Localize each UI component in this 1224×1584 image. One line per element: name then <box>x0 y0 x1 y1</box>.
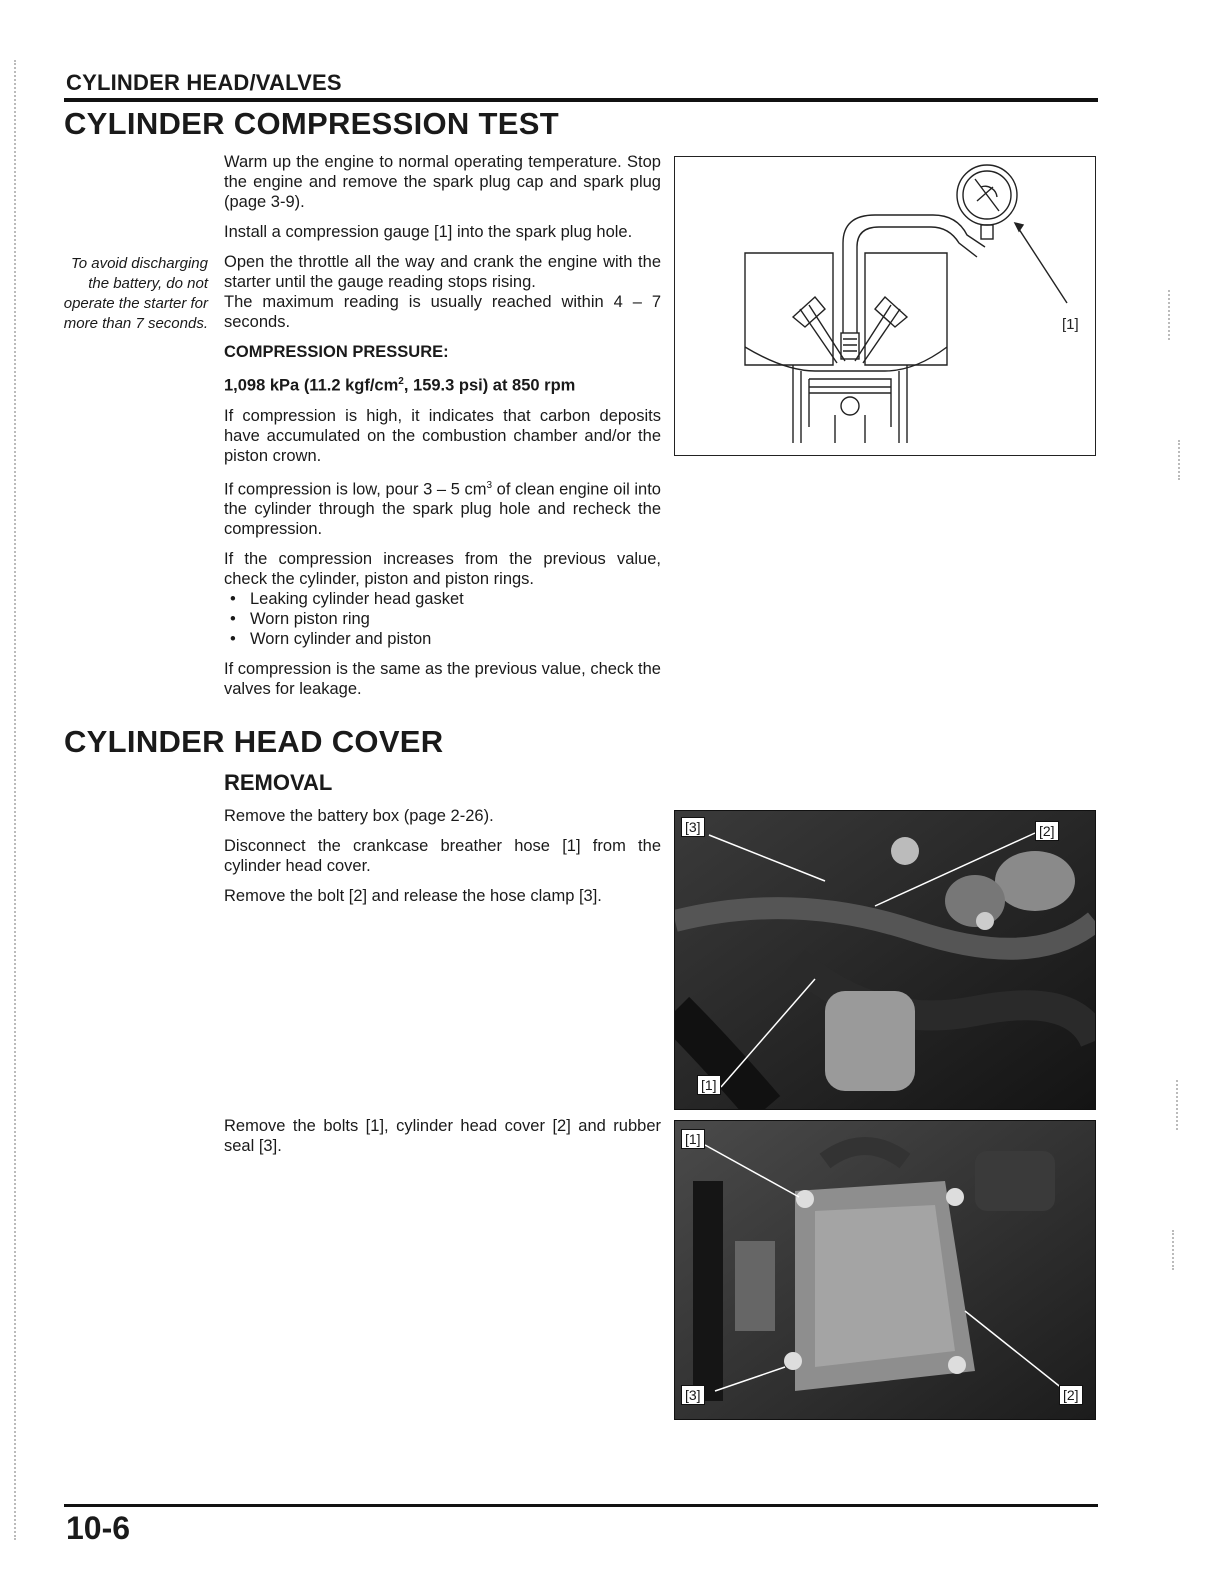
spec-heading: COMPRESSION PRESSURE: <box>224 343 449 361</box>
step-remove-battery-box: Remove the battery box (page 2-26). <box>224 807 494 825</box>
para-install-gauge: Install a compression gauge [1] into the spark plug hole. <box>224 223 633 241</box>
photo-breather-hose <box>674 810 1096 1110</box>
para-same: If compression is the same as the previous value, check the valves for leakage. <box>224 660 661 698</box>
section-title-compression: CYLINDER COMPRESSION TEST <box>64 106 559 141</box>
photo1-tag-3: [3] <box>681 817 705 837</box>
list-item: • Worn piston ring <box>224 609 661 629</box>
photo2-tag-2: [2] <box>1059 1385 1083 1405</box>
spec-value: 1,098 kPa (11.2 kgf/$cm^2$, 159.3 psi) at 850 rpm <box>224 376 576 395</box>
photo-head-cover <box>674 1120 1096 1420</box>
photo2-tag-3: [3] <box>681 1385 705 1405</box>
section-title-head-cover: CYLINDER HEAD COVER <box>64 724 444 759</box>
para-warm-up: Warm up the engine to normal operating temperature. Stop the engine and remove the spark plug cap and spark plug (page 3-9). <box>224 153 661 211</box>
list-item: • Leaking cylinder head gasket <box>224 589 661 609</box>
para-increase: If the compression increases from the previous value, check the cylinder, piston and piston rings. <box>224 550 661 588</box>
header-rule <box>64 98 1098 102</box>
removal-steps-1 <box>224 806 661 916</box>
compression-body <box>224 152 661 709</box>
subsection-title-removal: REMOVAL <box>224 770 333 795</box>
scan-speck-1 <box>1168 290 1170 340</box>
step-remove-bolt: Remove the bolt [2] and release the hose clamp [3]. <box>224 887 602 905</box>
list-item: • Worn cylinder and piston <box>224 629 661 649</box>
engine-photo-1 <box>675 811 1095 1109</box>
photo1-tag-1: [1] <box>697 1075 721 1095</box>
step-disconnect-hose: Disconnect the crankcase breather hose [1] from the cylinder head cover. <box>224 837 661 875</box>
photo1-tag-2: [2] <box>1035 821 1059 841</box>
footer-rule <box>64 1504 1098 1507</box>
para-high-compression: If compression is high, it indicates that carbon deposits have accumulated on the combustion chamber and/or the piston crown. <box>224 406 661 465</box>
removal-steps-2 <box>224 1116 661 1166</box>
scan-speck-4 <box>1172 1230 1174 1270</box>
compression-gauge-figure <box>674 156 1096 456</box>
scan-speck-2 <box>1178 440 1180 480</box>
para-low-compression: If compression is low, pour 3 – 5 $cm^3$ of clean engine oil into the cylinder through the spark plug hole and recheck the compression. <box>224 479 661 538</box>
side-note: To avoid discharging the battery, do not operate the starter for more than 7 seconds. <box>63 255 208 332</box>
para-max-reading: The maximum reading is usually reached within 4 – 7 seconds. <box>224 293 661 331</box>
figure-callout-gauge: [1] <box>1062 316 1079 333</box>
scan-speck-3 <box>1176 1080 1178 1130</box>
page-number: 10-6 <box>66 1510 131 1546</box>
chapter-header: CYLINDER HEAD/VALVES <box>66 70 342 95</box>
engine-photo-2 <box>675 1121 1095 1419</box>
cause-list <box>224 589 661 649</box>
para-crank: Open the throttle all the way and crank the engine with the starter until the gauge reading stops rising. <box>224 253 661 291</box>
photo2-tag-1: [1] <box>681 1129 705 1149</box>
scan-edge-left <box>14 60 16 1540</box>
engine-cross-section-diagram <box>675 157 1095 455</box>
step-remove-cover: Remove the bolts [1], cylinder head cover [2] and rubber seal [3]. <box>224 1117 661 1155</box>
